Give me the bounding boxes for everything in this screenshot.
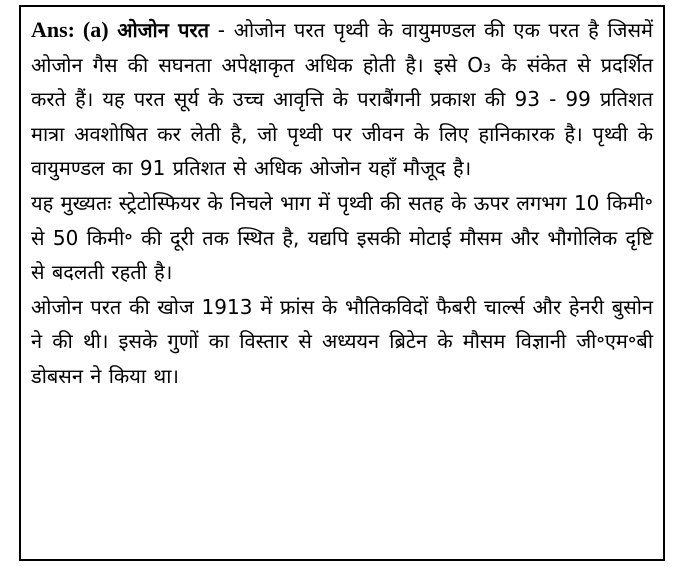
answer-heading: ओजोन परत [117,18,210,42]
paragraph-1-text: - ओजोन परत पृथ्वी के वायुमण्डल की एक परत है जिसमें ओजोन गैस की सघनता अपेक्षाकृत अधिक होती है। इसे O₃ के संकेत से प्रदर्शित करते हैं। यह परत सूर्य के उच्च आवृत्ति के पराबैंगनी प्रकाश की 93 - 99 प्रतिशत मात्रा अवशोषित कर लेती है, जो पृथ्वी पर जीवन के लिए हानिकारक है। पृथ्वी के वायुमण्डल का 91 प्रतिशत से अधिक ओजोन यहाँ मौजूद है। [31,18,653,181]
answer-paragraph-2: यह मुख्यतः स्ट्रेटोस्फियर के निचले भाग में पृथ्वी की सतह के ऊपर लगभग 10 किमी॰ से 50 किमी॰ की दूरी तक स्थित है, यद्यपि इसकी मोटाई मौसम और भौगोलिक दृष्टि से बदलती रहती है। [31,190,653,285]
answer-box [19,5,665,561]
answer-label: Ans: (a) [31,17,109,42]
answer-paragraph-1 [31,13,653,186]
answer-paragraph-3: ओजोन परत की खोज 1913 में फ्रांस के भौतिकविदों फैबरी चार्ल्स और हेनरी बुसोन ने की थी। इसके गुणों का विस्तार से अध्ययन ब्रिटेन के मौसम विज्ञानी जी॰एम॰बी डोबसन ने किया था। [31,294,653,388]
